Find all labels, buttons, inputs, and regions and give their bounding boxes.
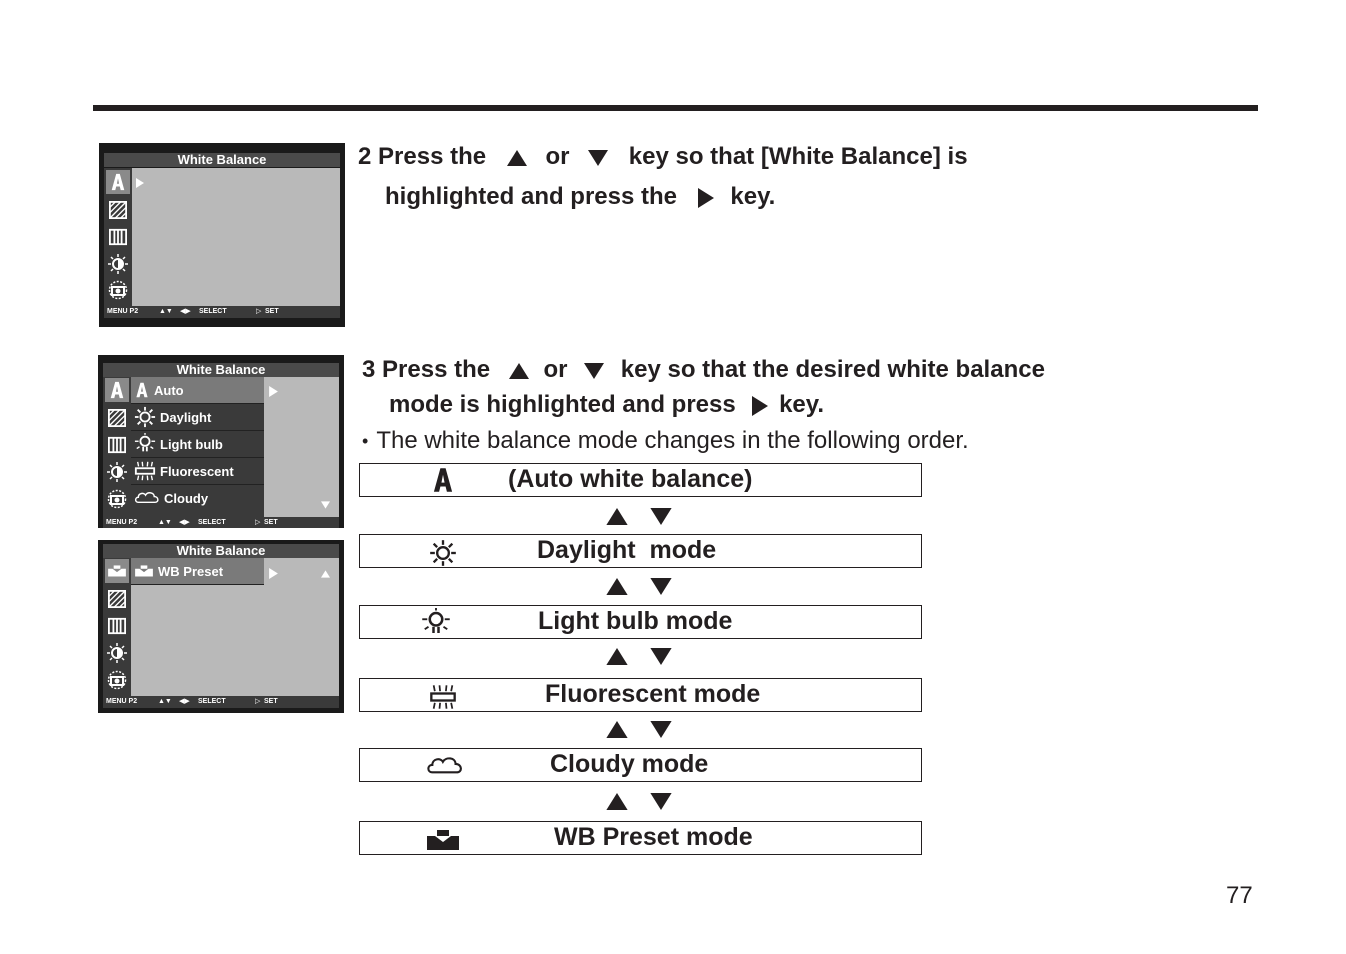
- footer-set-label: SET: [265, 308, 279, 315]
- step-text: key.: [730, 183, 776, 210]
- scroll-up-icon[interactable]: [321, 570, 330, 578]
- right-arrow-icon: [752, 396, 768, 416]
- bullet-note: [362, 427, 969, 455]
- down-arrow-icon: [650, 648, 672, 665]
- list-item-daylight[interactable]: [131, 404, 264, 431]
- brightness-icon: [105, 641, 129, 665]
- right-arrow-icon: [136, 178, 144, 188]
- step-2-line-1: [358, 138, 968, 176]
- order-arrows: [606, 648, 672, 666]
- bars-icon: [106, 225, 130, 249]
- footer-menu-label: MENU P2: [106, 519, 138, 526]
- step-2-line-2: [358, 178, 968, 216]
- list-item-label: Auto: [154, 382, 184, 398]
- step-text: highlighted and press the: [385, 183, 678, 210]
- order-arrows: [606, 508, 672, 526]
- step-3-line-2: [362, 387, 1045, 422]
- mode-label: Light bulb mode: [538, 607, 733, 635]
- fluorescent-icon: [426, 683, 460, 711]
- bullet-mark: •: [362, 431, 369, 452]
- down-arrow-icon: [650, 793, 672, 810]
- footer-leftright-icon: ◀▶: [179, 519, 190, 526]
- preset-icon: [424, 828, 462, 852]
- footer-menu-label: MENU P2: [107, 308, 139, 315]
- step-text: or: [545, 143, 570, 170]
- sharpness-icon: [105, 587, 129, 611]
- auto-a-icon: [106, 170, 130, 194]
- footer-select-label: SELECT: [199, 308, 227, 315]
- wb-submenu-list: [131, 377, 264, 517]
- mode-label: Cloudy mode: [550, 750, 709, 778]
- step-number: 3: [362, 356, 376, 383]
- right-arrow-icon: [269, 568, 278, 579]
- list-item-fluorescent[interactable]: [131, 458, 264, 485]
- footer-play-icon: ▷: [256, 308, 262, 315]
- camera-icon: [106, 278, 130, 302]
- up-arrow-icon: [606, 793, 628, 810]
- bars-icon: [105, 433, 129, 457]
- screen-footer: [103, 696, 339, 708]
- footer-play-icon: ▷: [255, 698, 261, 705]
- step-2-instruction: [358, 138, 968, 216]
- step-3-line-1: [362, 352, 1045, 387]
- footer-updown-icon: ▲▼: [158, 519, 172, 526]
- screen-body: [104, 168, 340, 306]
- page-number: 77: [1226, 882, 1253, 909]
- auto-a-icon: [430, 466, 456, 494]
- list-item-label: Light bulb: [160, 436, 223, 452]
- mode-box-daylight: [359, 534, 922, 568]
- down-arrow-icon: [650, 721, 672, 738]
- list-item-label: Cloudy: [164, 490, 209, 506]
- up-arrow-icon: [606, 508, 628, 525]
- step-text: mode is highlighted and press: [389, 391, 736, 418]
- down-arrow-icon: [588, 150, 608, 166]
- footer-menu-label: MENU P2: [106, 698, 138, 705]
- menu-sidebar: [104, 168, 132, 306]
- step-text: key.: [779, 391, 824, 418]
- brightness-icon: [106, 252, 130, 276]
- step-text: or: [543, 356, 568, 383]
- down-arrow-icon: [584, 363, 604, 379]
- scroll-down-icon[interactable]: [321, 501, 330, 509]
- sun-icon: [428, 539, 458, 567]
- sharpness-icon: [105, 406, 129, 430]
- mode-label: Daylight mode: [537, 536, 717, 564]
- order-arrows: [606, 793, 672, 811]
- right-arrow-icon: [698, 188, 714, 208]
- footer-select-label: SELECT: [198, 519, 226, 526]
- up-arrow-icon: [606, 578, 628, 595]
- top-rule: [93, 105, 1258, 111]
- step-text: Press the: [378, 143, 487, 170]
- preset-icon: [105, 559, 129, 583]
- up-arrow-icon: [606, 721, 628, 738]
- down-arrow-icon: [650, 508, 672, 525]
- list-item-wb-preset[interactable]: [131, 558, 264, 585]
- bullet-text: The white balance mode changes in the following order.: [376, 427, 969, 454]
- brightness-icon: [105, 460, 129, 484]
- menu-sidebar: [103, 558, 131, 696]
- lcd-screen-wb-preset: [98, 540, 344, 713]
- screen-footer: [104, 306, 340, 318]
- up-arrow-icon: [509, 363, 529, 379]
- lcd-screen-wb-submenu: [98, 355, 344, 528]
- mode-label: (Auto white balance): [508, 465, 753, 493]
- menu-sidebar: [103, 377, 131, 517]
- screen-title: White Balance: [103, 544, 339, 558]
- mode-box-cloudy: [359, 748, 922, 782]
- footer-select-label: SELECT: [198, 698, 226, 705]
- mode-label: Fluorescent mode: [545, 680, 761, 708]
- screen-body: [103, 377, 339, 517]
- auto-a-icon: [105, 378, 129, 402]
- lcd-screen-white-balance-menu: [99, 143, 345, 327]
- step-3-instruction: [362, 352, 1045, 422]
- list-item-label: Daylight: [160, 409, 212, 425]
- footer-set-label: SET: [264, 519, 278, 526]
- up-arrow-icon: [507, 150, 527, 166]
- cloud-icon: [426, 753, 464, 779]
- step-text: Press the: [382, 356, 491, 383]
- step-text: key so that the desired white balance: [620, 356, 1045, 383]
- wb-submenu-list: [131, 558, 264, 586]
- camera-icon: [105, 487, 129, 511]
- order-arrows: [606, 721, 672, 739]
- camera-icon: [105, 668, 129, 692]
- up-arrow-icon: [606, 648, 628, 665]
- mode-box-wb-preset: [359, 821, 922, 855]
- sharpness-icon: [106, 198, 130, 222]
- down-arrow-icon: [650, 578, 672, 595]
- screen-footer: [103, 517, 339, 528]
- screen-body: [103, 558, 339, 696]
- footer-updown-icon: ▲▼: [159, 308, 173, 315]
- bulb-icon: [418, 608, 454, 638]
- footer-leftright-icon: ◀▶: [179, 698, 190, 705]
- footer-play-icon: ▷: [255, 519, 261, 526]
- list-item-light-bulb[interactable]: [131, 431, 264, 458]
- right-arrow-icon: [269, 386, 278, 397]
- mode-box-fluorescent: [359, 678, 922, 712]
- mode-box-auto: [359, 463, 922, 497]
- list-item-auto[interactable]: [131, 377, 264, 404]
- screen-title: White Balance: [103, 363, 339, 377]
- screen-title: White Balance: [104, 153, 340, 167]
- list-item-label: Fluorescent: [160, 463, 234, 479]
- bars-icon: [105, 614, 129, 638]
- mode-label: WB Preset mode: [554, 823, 753, 851]
- footer-updown-icon: ▲▼: [158, 698, 172, 705]
- step-text: key so that [White Balance] is: [628, 143, 968, 170]
- list-item-label: WB Preset: [158, 563, 224, 579]
- list-item-cloudy[interactable]: [131, 485, 264, 511]
- order-arrows: [606, 578, 672, 596]
- footer-set-label: SET: [264, 698, 278, 705]
- footer-leftright-icon: ◀▶: [180, 308, 191, 315]
- step-number: 2: [358, 143, 372, 170]
- mode-box-light-bulb: [359, 605, 922, 639]
